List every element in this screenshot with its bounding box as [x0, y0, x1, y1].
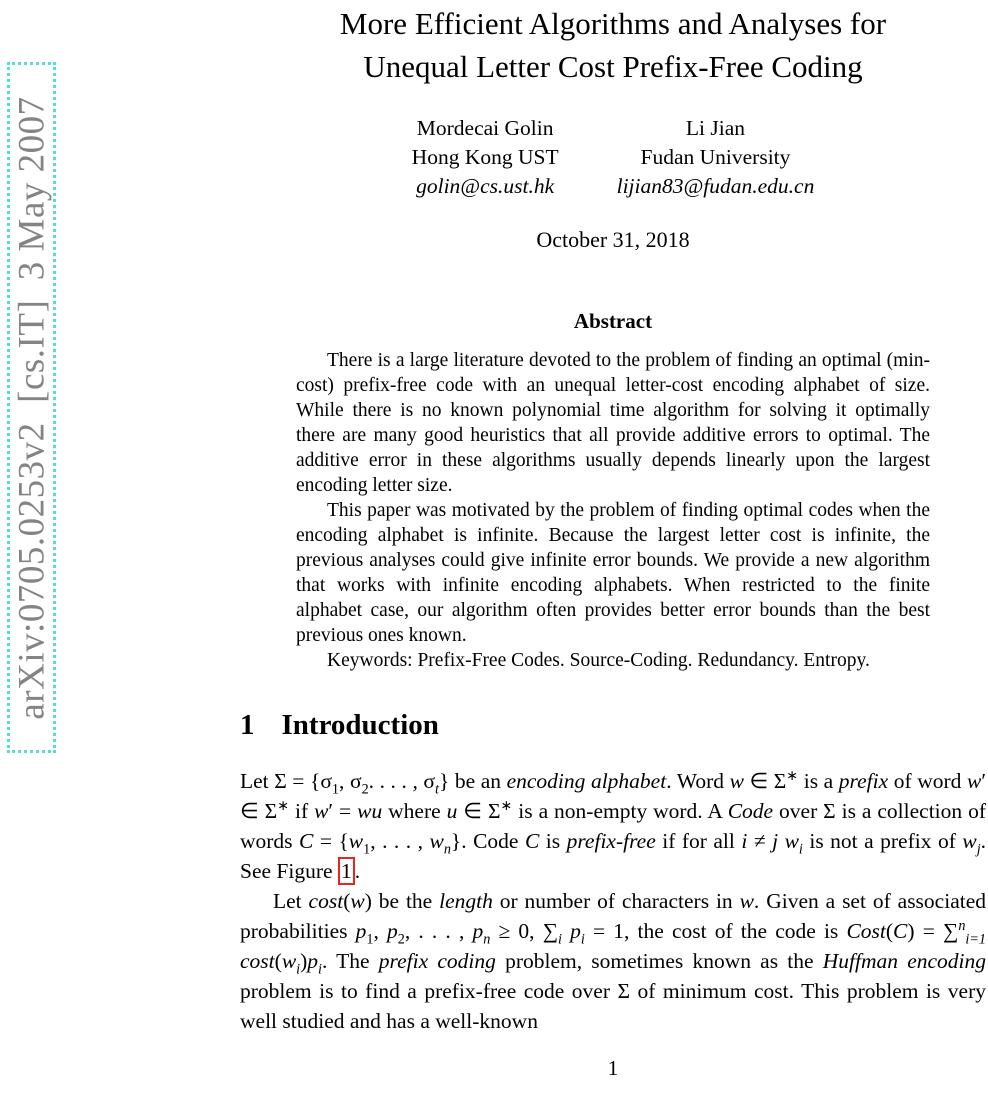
author-1-name: Mordecai Golin	[416, 116, 554, 140]
author-1	[412, 114, 559, 201]
arxiv-watermark-box	[7, 62, 56, 753]
introduction-body	[240, 766, 986, 1036]
section-heading-introduction	[240, 709, 986, 741]
arxiv-watermark-text: arXiv:0705.0253v2 [cs.IT] 3 May 2007	[11, 95, 52, 720]
abstract-heading: Abstract	[573, 309, 653, 333]
author-2-affiliation: Fudan University	[640, 145, 791, 169]
abstract-paragraph-2: This paper was motivated by the problem of finding optimal codes when the encoding alphabet is infinite. Because the largest letter cost is infinite, the previous analyses could give infinite error bounds. We provide a new algorithm that works with infinite encoding alphabets. When restricted to the finite alphabet case, our algorithm often provides better error bounds than the best previous ones known.	[296, 500, 930, 646]
page-number: 1	[607, 1056, 619, 1080]
abstract-block	[296, 309, 930, 673]
section-number: 1	[240, 709, 255, 741]
author-2	[617, 114, 815, 201]
author-1-affiliation: Hong Kong UST	[411, 145, 559, 169]
author-2-email: lijian83@fudan.edu.cn	[616, 174, 815, 198]
paper-date: October 31, 2018	[536, 227, 690, 252]
abstract-paragraph-1: There is a large literature devoted to the problem of finding an optimal (min-cost) prefix-free code with an unequal letter-cost encoding alphabet of size. While there is no known polynomial time algorithm for solving it optimally there are many good heuristics that all provide additive errors to optimal. The additive error in these algorithms usually depends linearly upon the largest encoding letter size.	[296, 350, 930, 496]
intro-paragraph-1: Let $\Sigma = \{\sigma_1$, $\sigma_2$. . . . , $\sigma_t$} be an encoding alphabet. Word w ∈ Σ∗ is a prefix of word w′ ∈ Σ∗ if w′ = wu where u ∈ Σ∗ is a non-empty word. A Code over Σ is a collection of words $C = \{w_1$, . . . , $w_n$}. Code C is prefix-free if for all i ≠ j $w_i$ is not a prefix of $w_j$. See Figure 1 .	[240, 767, 987, 883]
authors-block	[240, 114, 986, 201]
intro-paragraph-2: Let cost(w) be the length or number of characters in w. Given a set of associated probabilities $p_1$, $p_2$, . . . , $p_n \ge 0$, $\sum_i$ $p_i = 1$, the cost of the code is Cost(C) = ∑$^n_{i=1}$ $\cos t(w_i)p_i$. The prefix coding problem, sometimes known as the Huffman encoding problem is to find a prefix-free code over Σ of minimum cost. This problem is very well studied and has a well-known	[240, 889, 987, 1033]
paper-content	[240, 0, 986, 1036]
paper-title	[240, 2, 986, 88]
paper-title-line1: More Efficient Algorithms and Analyses for	[339, 6, 887, 41]
author-2-name: Li Jian	[685, 116, 746, 140]
figure-1-reference[interactable]: 1	[338, 857, 355, 885]
author-1-email: golin@cs.ust.hk	[416, 174, 555, 198]
section-title: Introduction	[281, 709, 439, 741]
paper-title-line2: Unequal Letter Cost Prefix-Free Coding	[363, 49, 863, 84]
abstract-keywords: Keywords: Prefix-Free Codes. Source-Coding. Redundancy. Entropy.	[327, 650, 870, 671]
